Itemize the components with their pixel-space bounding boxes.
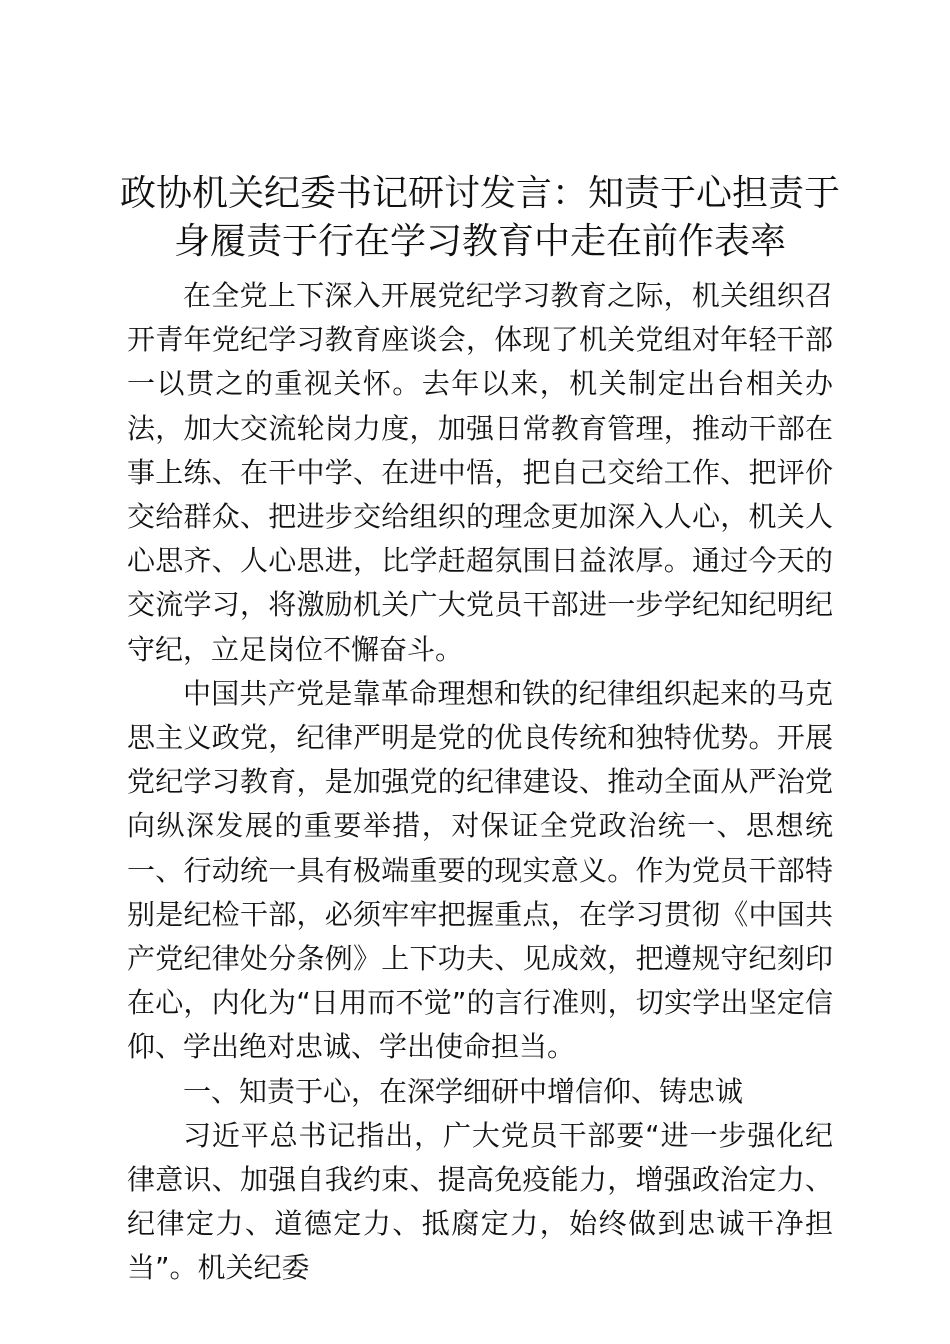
paragraph-quote: 习近平总书记指出，广大党员干部要“进一步强化纪律意识、加强自我约束、提高免疫能力，增强政治定力、纪律定力、道德定力、抵腐定力，始终做到忠诚干净担当”。机关纪委 xyxy=(127,1118,833,1285)
paragraph-discipline: 中国共产党是靠革命理想和铁的纪律组织起来的马克思主义政党，纪律严明是党的优良传统和独特优势。开展党纪学习教育，是加强党的纪律建设、推动全面从严治党向纵深发展的重要举措，对保证全党政治统一、思想统一、行动统一具有极端重要的现实意义。作为党员干部特别是纪检干部，必须牢牢把握重点，在学习贯彻《中国共产党纪律处分条例》上下功夫、见成效，把遵规守纪刻印在心，内化为“日用而不觉”的言行准则，切实学出坚定信仰、学出绝对忠诚、学出使命担当。 xyxy=(127,676,833,1064)
document-body xyxy=(127,274,833,1291)
title-line-2: 身履责于行在学习教育中走在前作表率 xyxy=(173,221,786,262)
title-line-1: 政协机关纪委书记研讨发言：知责于心担责于 xyxy=(119,173,840,214)
section-heading-1: 一、知责于心，在深学细研中增信仰、铸忠诚 xyxy=(183,1074,744,1108)
paragraph-intro: 在全党上下深入开展党纪学习教育之际，机关组织召开青年党纪学习教育座谈会，体现了机关党组对年轻干部一以贯之的重视关怀。去年以来，机关制定出台相关办法，加大交流轮岗力度，加强日常教育管理，推动干部在事上练、在干中学、在进中悟，把自己交给工作、把评价交给群众、把进步交给组织的理念更加深入人心，机关人心思齐、人心思进，比学赶超氛围日益浓厚。通过今天的交流学习，将激励机关广大党员干部进一步学纪知纪明纪守纪，立足岗位不懈奋斗。 xyxy=(127,279,833,666)
document-title xyxy=(100,170,860,266)
